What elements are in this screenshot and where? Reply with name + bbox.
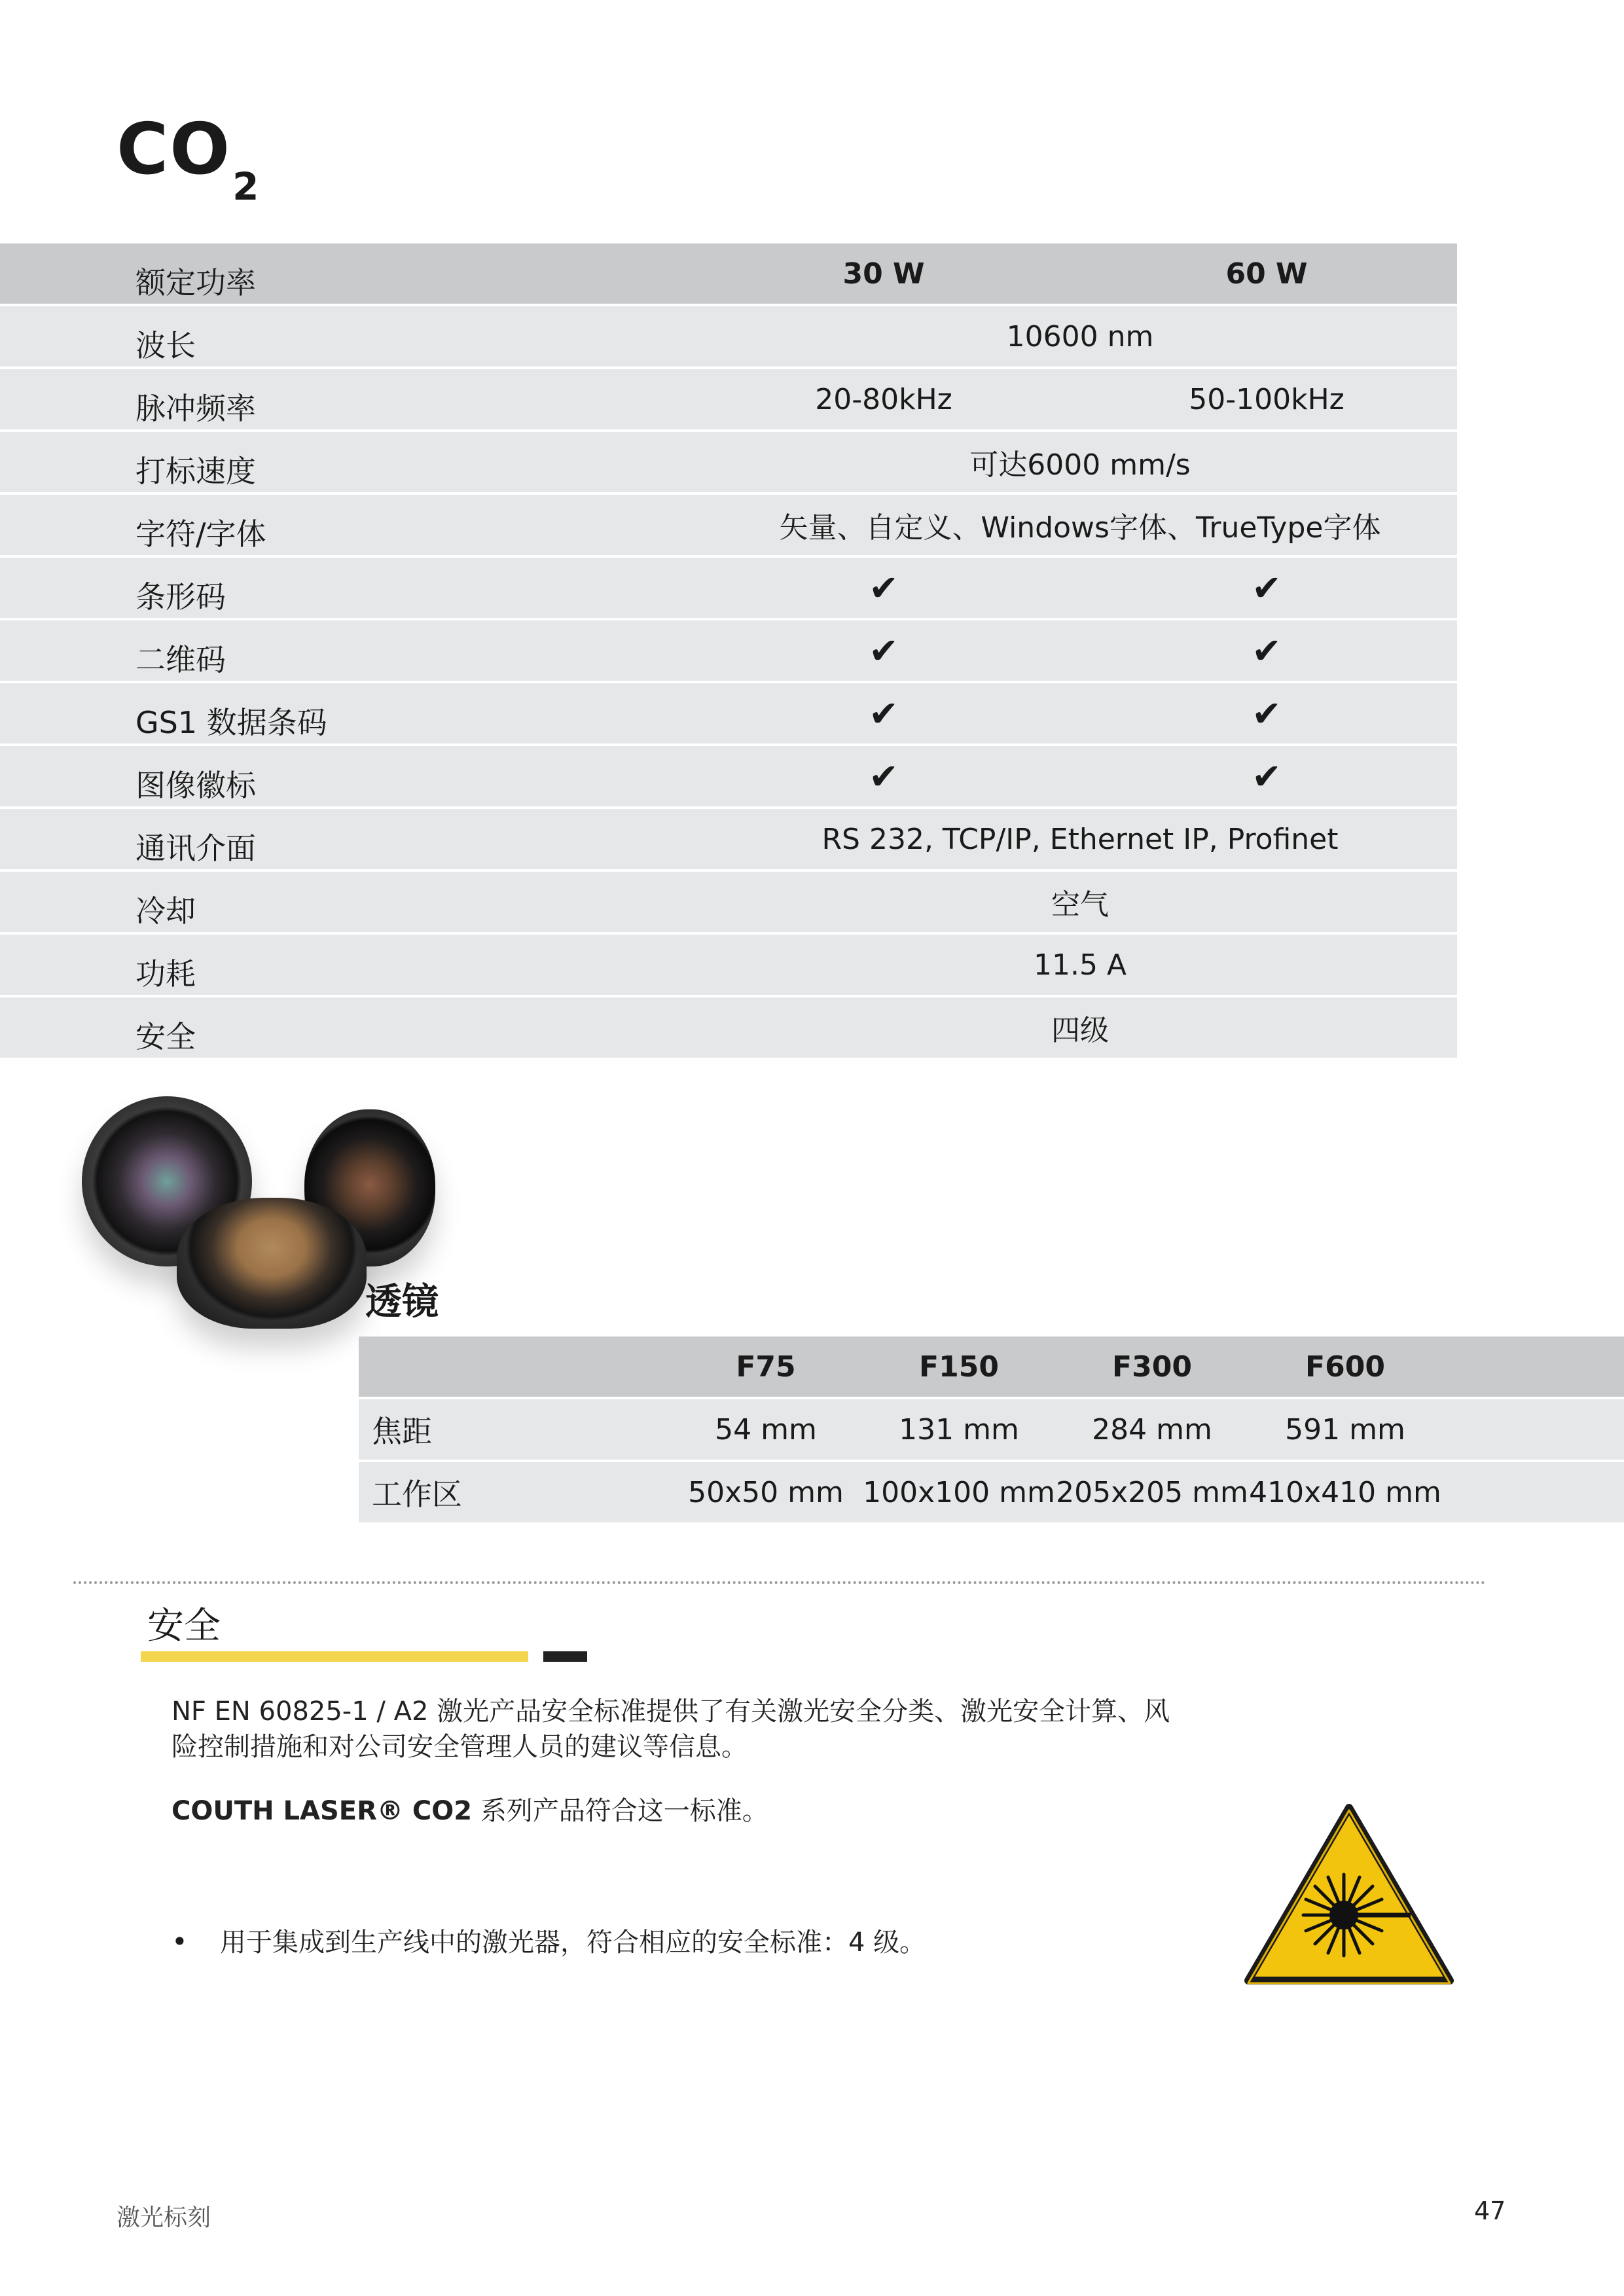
check-icon: ✔ [1252,567,1282,609]
footer-section-name: 激光标刻 [117,2204,211,2231]
check-icon: ✔ [869,567,899,609]
spec-row-marking-speed [0,432,1457,495]
spec-row-gs1 [0,683,1457,746]
spec-label: 安全 [135,1019,196,1054]
spec-row-2d-code [0,620,1457,683]
spec-header-row [0,243,1457,306]
check-icon: ✔ [869,630,899,672]
safety-paragraph: NF EN 60825-1 / A2 激光产品安全标准提供了有关激光安全分类、激光安全计算、风险控制措施和对公司安全管理人员的建议等信息。 [171,1696,1170,1762]
spec-label: 脉冲频率 [135,391,256,426]
accent-bar-yellow [141,1651,528,1662]
page-title [117,109,261,209]
lens-cell: 54 mm [715,1412,817,1446]
check-icon: ✔ [1252,755,1282,797]
spec-header-60w: 60 W [1225,257,1308,291]
spec-label: 字符/字体 [135,516,266,552]
spec-label: 二维码 [135,642,226,677]
laser-warning-icon [1239,1799,1459,1988]
spec-label: 通讯介面 [135,831,256,866]
title-subscript: 2 [232,164,261,209]
spec-row-pulse-frequency [0,369,1457,432]
spec-header-30w: 30 W [842,257,925,291]
spec-value: RS 232, TCP/IP, Ethernet IP, Profinet [821,822,1339,856]
lens-section-title: 透镜 [365,1281,439,1323]
spec-value: 11.5 A [1033,948,1127,982]
lens-header-row [359,1336,1624,1399]
spec-label: 冷却 [135,893,196,929]
spec-value: 10600 nm [1006,319,1154,353]
check-icon: ✔ [869,755,899,797]
lens-column-header: F150 [919,1350,999,1384]
lens-row-focal-length [359,1399,1624,1462]
page-number: 47 [1474,2197,1506,2225]
bullet-icon: • [171,1926,188,1958]
spec-row-communication [0,809,1457,872]
lens-row-work-area [359,1462,1624,1522]
spec-value-30w: 20-80kHz [815,382,952,416]
lens-cell: 591 mm [1285,1412,1405,1446]
lens-cell: 410x410 mm [1249,1475,1441,1509]
spec-row-safety [0,997,1457,1060]
spec-row-power [0,935,1457,997]
lens-cell: 284 mm [1092,1412,1212,1446]
lens-image [177,1198,367,1329]
spec-value-60w: 50-100kHz [1189,382,1344,416]
spec-header-label: 额定功率 [135,265,256,300]
safety-compliance-statement [171,1793,768,1829]
check-icon: ✔ [1252,630,1282,672]
safety-bullet-item: 用于集成到生产线中的激光器，符合相应的安全标准：4 级。 [220,1928,926,1958]
spec-value: 可达6000 mm/s [969,448,1191,482]
check-icon: ✔ [869,692,899,734]
lens-row-label: 工作区 [372,1477,462,1512]
spec-label: GS1 数据条码 [135,705,327,740]
spec-value: 空气 [1051,888,1109,922]
spec-value: 矢量、自定义、Windows字体、TrueType字体 [779,511,1381,545]
lens-column-header: F600 [1305,1350,1385,1384]
lens-row-label: 焦距 [372,1414,432,1449]
lens-cell: 205x205 mm [1056,1475,1248,1509]
safety-section-title: 安全 [147,1605,221,1647]
spec-label: 图像徽标 [135,768,256,803]
lens-column-header: F75 [736,1350,796,1384]
lens-cell: 50x50 mm [688,1475,844,1509]
spec-row-wavelength [0,306,1457,369]
lens-cell: 100x100 mm [863,1475,1055,1509]
spec-row-barcode [0,558,1457,620]
spec-value: 四级 [1051,1014,1109,1047]
compliance-text: 系列产品符合这一标准。 [472,1796,768,1826]
title-main: CO [117,109,232,190]
spec-label: 波长 [135,328,196,363]
spec-table [0,243,1457,1060]
lens-cell: 131 mm [899,1412,1019,1446]
spec-row-cooling [0,872,1457,935]
check-icon: ✔ [1252,692,1282,734]
accent-bar-dark [543,1651,587,1662]
spec-label: 功耗 [135,956,196,992]
brand-name: COUTH LASER® CO2 [171,1796,473,1826]
spec-row-fonts [0,495,1457,558]
spec-row-logo [0,746,1457,809]
lens-table [359,1336,1624,1522]
lens-column-header: F300 [1112,1350,1192,1384]
dotted-divider [73,1581,1486,1584]
spec-label: 条形码 [135,579,226,615]
spec-label: 打标速度 [135,454,256,489]
